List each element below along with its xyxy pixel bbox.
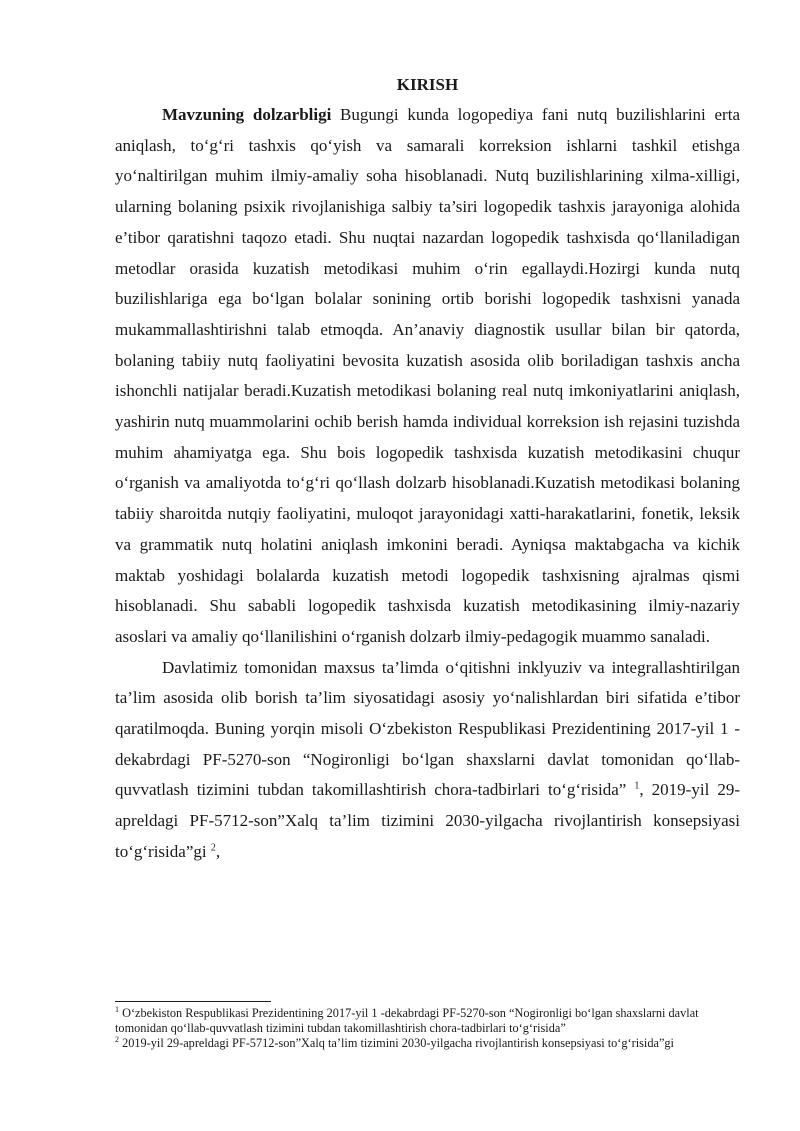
footnote-ref-2[interactable]: 2 <box>210 842 216 854</box>
paragraph-lead: Mavzuning dolzarbligi <box>162 105 332 124</box>
footnote-text-2: 2019-yil 29-apreldagi PF-5712-son”Xalq ta’lim tizimini 2030-yilgacha rivojlantirish konsepsiyasi to‘g‘risida”gi <box>119 1036 674 1050</box>
footnote-2 <box>115 1036 740 1051</box>
paragraph-policy <box>115 653 740 868</box>
footnotes <box>115 1006 740 1051</box>
footnote-1 <box>115 1006 740 1036</box>
footnote-mark-1: 1 <box>115 1004 119 1014</box>
paragraph-body-part3: , <box>215 841 221 861</box>
page-title: KIRISH <box>396 75 459 94</box>
paragraph-body-part2: , 2019-yil 29-apreldagi PF-5712-son”Xalq ta’lim tizimini 2030-yilgacha rivojlantirish konsepsiyasi to‘g‘risida”gi <box>115 780 740 861</box>
footnote-separator <box>115 1001 271 1002</box>
paragraph-body-part1: Davlatimiz tomonidan maxsus ta’limda o‘qitishni inklyuziv va integrallashtirilgan ta’lim asosida olib borish ta’lim siyosatidagi asosiy yo‘nalishlardan biri sifatida e’tibor qaratilmoqda. Buning yorqin misoli O‘zbekiston Respublikasi Prezidentining 2017-yil 1 -dekabrdagi PF-5270-son “Nogironligi bo‘lgan shaxslarni davlat tomonidan qo‘llab-quvvatlash tizimini tubdan takomillashtirish chora-tadbirlari to‘g‘risida” <box>115 657 740 800</box>
paragraph-relevance <box>115 100 740 653</box>
document-page <box>115 74 740 868</box>
footnote-mark-2: 2 <box>115 1034 119 1044</box>
footnote-ref-1[interactable]: 1 <box>634 780 640 792</box>
paragraph-body: Bugungi kunda logopediya fani nutq buzilishlarini erta aniqlash, to‘g‘ri tashxis qo‘yish va samarali korreksion ishlarni tashkil etishga yo‘naltirilgan muhim ilmiy-amaliy soha hisoblanadi. Nutq buzilishlarining xilma-xilligi, ularning bolaning psixik rivojlanishiga salbiy ta’siri logopedik tashxis jarayoniga alohida e’tibor qaratishni taqozo etadi. Shu nuqtai nazardan logopedik tashxisda qo‘llaniladigan metodlar orasida kuzatish metodikasi muhim o‘rin egallaydi.Hozirgi kunda nutq buzilishlariga ega bo‘lgan bolalar sonining ortib borishi logopedik tashxisni yanada mukammallashtirishni talab etmoqda. An’anaviy diagnostik usullar bilan bir qatorda, bolaning tabiiy nutq faoliyatini bevosita kuzatish asosida olib boriladigan tashxis ancha ishonchli natijalar beradi.Kuzatish metodikasi bolaning real nutq imkoniyatlarini aniqlash, yashirin nutq muammolarini ochib berish hamda individual korreksion ish rejasini tuzishda muhim ahamiyatga ega. Shu bois logopedik tashxisda kuzatish metodikasini chuqur o‘rganish va amaliyotda to‘g‘ri qo‘llash dolzarb hisoblanadi.Kuzatish metodikasi bolaning tabiiy sharoitda nutqiy faoliyatini, muloqot jarayonidagi xatti-harakatlarini, fonetik, leksik va grammatik nutq holatini aniqlash imkonini beradi. Ayniqsa maktabgacha va kichik maktab yoshidagi bolalarda kuzatish metodi logopedik tashxisning ajralmas qismi hisoblanadi. Shu sababli logopedik tashxisda kuzatish metodikasining ilmiy-nazariy asoslari va amaliy qo‘llanilishini o‘rganish dolzarb ilmiy-pedagogik muammo sanaladi. <box>115 105 740 646</box>
footnote-text-1: O‘zbekiston Respublikasi Prezidentining 2017-yil 1 -dekabrdagi PF-5270-son “Nogironligi bo‘lgan shaxslarni davlat tomonidan qo‘llab-quvvatlash tizimini tubdan takomillashtirish chora-tadbirlari to‘g‘risida” <box>115 1006 699 1035</box>
